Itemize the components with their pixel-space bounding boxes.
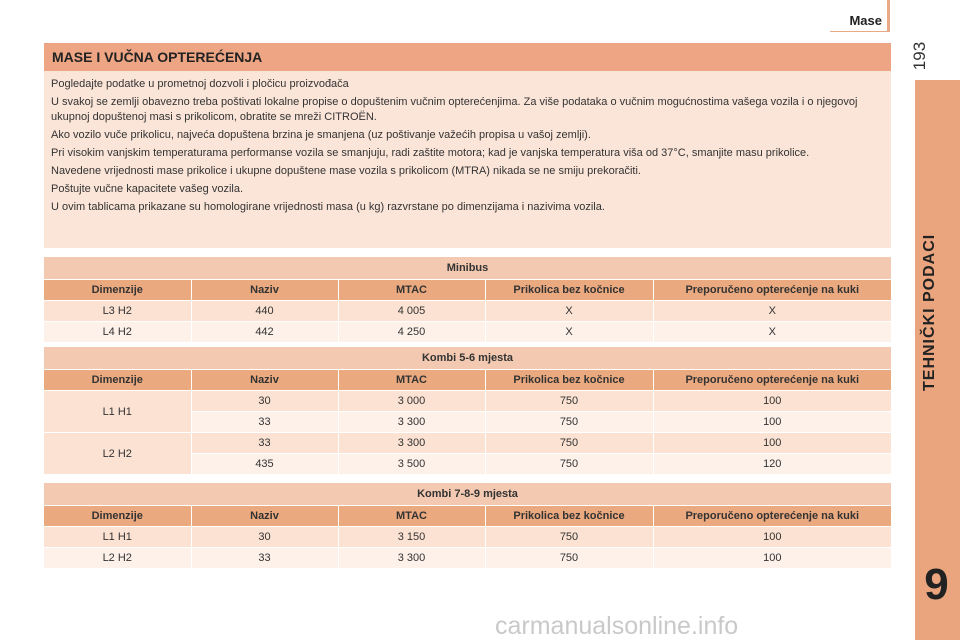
table-cell: 3 000 <box>338 391 485 412</box>
kombi-5-6-table <box>44 347 891 475</box>
intro-paragraph: Pri visokim vanjskim temperaturama performanse vozila se smanjuju, radi zaštite motora; kad je vanjska temperatura viša od 37°C, smanjite masu prikolice. <box>51 147 810 159</box>
header-rule <box>830 31 888 32</box>
column-header-dimenzije: Dimenzije <box>44 280 191 301</box>
table-cell: L2 H2 <box>44 548 191 569</box>
table-cell: X <box>653 301 891 322</box>
watermark: carmanualsonline.info <box>495 612 739 640</box>
table-cell: 4 005 <box>338 301 485 322</box>
table-cell: 750 <box>485 433 653 454</box>
table-title: Minibus <box>44 257 891 280</box>
table-cell: 100 <box>653 412 891 433</box>
column-header-prikolica: Prikolica bez kočnice <box>485 370 653 391</box>
column-header-prikolica: Prikolica bez kočnice <box>485 280 653 301</box>
page-number: 193 <box>910 41 929 71</box>
table-cell: 33 <box>191 548 338 569</box>
table-title: Kombi 7-8-9 mjesta <box>44 483 891 506</box>
table-cell: 750 <box>485 454 653 475</box>
table-cell: 100 <box>653 548 891 569</box>
table-cell: 442 <box>191 322 338 343</box>
intro-paragraph: U ovim tablicama prikazane su homologirane vrijednosti masa (u kg) razvrstane po dimenzijama i nazivima vozila. <box>51 201 605 213</box>
table-title: Kombi 5-6 mjesta <box>44 347 891 370</box>
table-cell: X <box>485 301 653 322</box>
table-cell: 750 <box>485 548 653 569</box>
table-cell: 100 <box>653 527 891 548</box>
table-cell: 100 <box>653 433 891 454</box>
intro-body <box>44 71 891 215</box>
table-cell: L4 H2 <box>44 322 191 343</box>
intro-title: MASE I VUČNA OPTEREĆENJA <box>44 43 891 71</box>
table-cell: X <box>485 322 653 343</box>
column-header-naziv: Naziv <box>191 370 338 391</box>
table-cell: 33 <box>191 412 338 433</box>
table-cell: 750 <box>485 412 653 433</box>
dimension-cell: L1 H1 <box>44 391 191 433</box>
table-cell: 3 150 <box>338 527 485 548</box>
table-cell: 4 250 <box>338 322 485 343</box>
column-header-mtac: MTAC <box>338 280 485 301</box>
column-header-opterecenje: Preporučeno opterećenje na kuki <box>653 280 891 301</box>
table-cell: 440 <box>191 301 338 322</box>
table-cell: 120 <box>653 454 891 475</box>
table-cell: L1 H1 <box>44 527 191 548</box>
intro-paragraph: Poštujte vučne kapacitete vašeg vozila. <box>51 183 244 195</box>
table-cell: 30 <box>191 391 338 412</box>
minibus-table <box>44 257 891 343</box>
column-header-opterecenje: Preporučeno opterećenje na kuki <box>653 370 891 391</box>
table-row <box>44 301 891 322</box>
table-cell: 435 <box>191 454 338 475</box>
table-row <box>44 322 891 343</box>
column-header-dimenzije: Dimenzije <box>44 370 191 391</box>
header-title: Mase <box>849 13 882 28</box>
table-cell: 750 <box>485 391 653 412</box>
table-cell: 30 <box>191 527 338 548</box>
table-row <box>44 527 891 548</box>
table-cell: 33 <box>191 433 338 454</box>
column-header-prikolica: Prikolica bez kočnice <box>485 506 653 527</box>
header-divider <box>887 0 890 32</box>
column-header-naziv: Naziv <box>191 506 338 527</box>
table-cell: X <box>653 322 891 343</box>
column-header-opterecenje: Preporučeno opterećenje na kuki <box>653 506 891 527</box>
dimension-cell: L2 H2 <box>44 433 191 475</box>
intro-paragraph: Ako vozilo vuče prikolicu, najveća dopuštena brzina je smanjena (uz poštivanje važećih propisa u vašoj zemlji). <box>51 129 591 141</box>
table-cell: 750 <box>485 527 653 548</box>
column-header-dimenzije: Dimenzije <box>44 506 191 527</box>
table-row <box>44 391 891 412</box>
chapter-label: TEHNIČKI PODACI <box>921 233 938 391</box>
column-header-mtac: MTAC <box>338 506 485 527</box>
chapter-number: 9 <box>924 560 949 609</box>
table-cell: L3 H2 <box>44 301 191 322</box>
table-cell: 3 300 <box>338 548 485 569</box>
column-header-naziv: Naziv <box>191 280 338 301</box>
table-cell: 100 <box>653 391 891 412</box>
table-row <box>44 548 891 569</box>
column-header-mtac: MTAC <box>338 370 485 391</box>
intro-paragraph: Navedene vrijednosti mase prikolice i ukupne dopuštene mase vozila s prikolicom (MTRA) nikada se ne smiju prekoračiti. <box>51 165 641 177</box>
table-cell: 3 500 <box>338 454 485 475</box>
intro-paragraph: U svakoj se zemlji obavezno treba poštivati lokalne propise o dopuštenim vučnim opterećenjima. Za više podataka o vučnim mogućnostima vašega vozila i o njegovoj ukupnoj dopuštenoj masi s prikolicom, obratite se mreži CITROËN. <box>51 96 858 123</box>
table-cell: 3 300 <box>338 433 485 454</box>
intro-paragraph: Pogledajte podatke u prometnoj dozvoli i pločicu proizvođača <box>51 78 349 90</box>
table-cell: 3 300 <box>338 412 485 433</box>
kombi-7-8-9-table <box>44 483 891 569</box>
table-row <box>44 433 891 454</box>
intro-box <box>44 43 891 248</box>
